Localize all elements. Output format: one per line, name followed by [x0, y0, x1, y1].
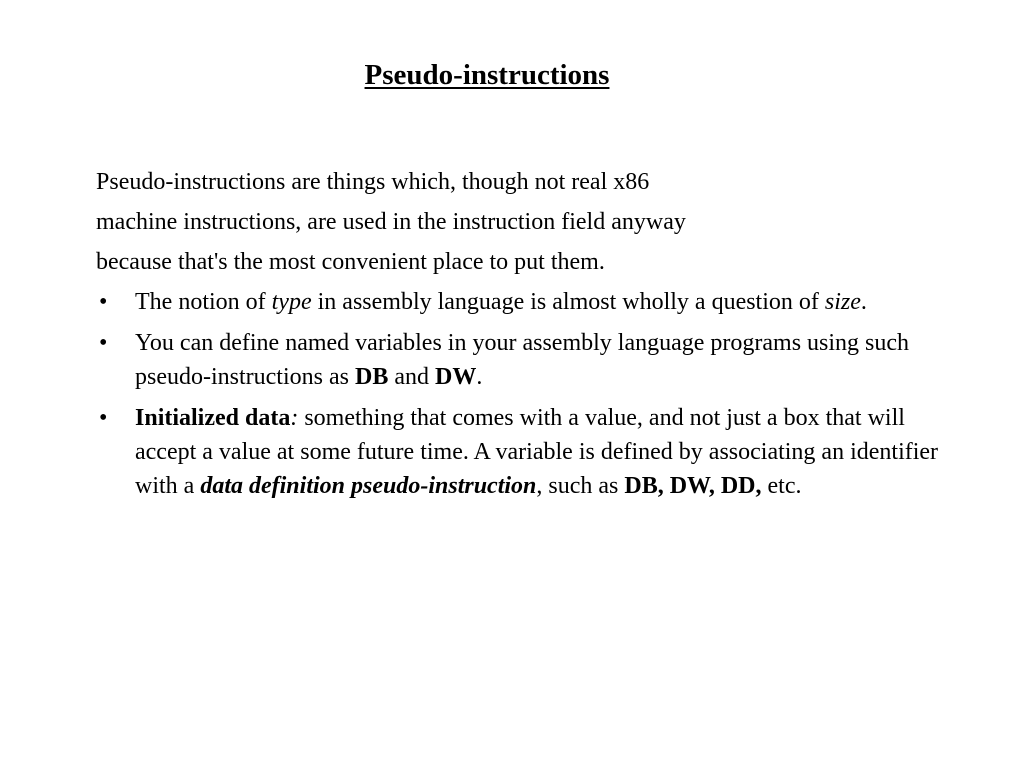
term-data-definition: data definition pseudo-instruction — [200, 473, 537, 499]
bullet-text: You can define named variables in your assembly language programs using such pseudo-instructions as — [135, 330, 910, 390]
bullet-list — [96, 285, 956, 510]
keyword-examples: DB, DW, DD, — [624, 473, 762, 499]
bullet-named-variables — [96, 326, 956, 394]
intro-paragraph — [96, 162, 956, 282]
term-initialized-data: Initialized data — [135, 405, 291, 431]
bullet-initialized-data — [96, 401, 956, 503]
bullet-text: and — [388, 364, 435, 390]
bullet-type-size — [96, 285, 956, 319]
bullet-text: , such as — [536, 473, 625, 499]
emphasis-size: size — [824, 289, 861, 315]
intro-line-3: because that's the most convenient place to put them. — [96, 249, 605, 275]
keyword-dw: DW — [434, 364, 477, 390]
keyword-db: DB — [354, 364, 389, 390]
bullet-text: something that comes with a value, and not just a box that will accept a value at some future time. A variable is defined by associating an identifier with a — [135, 405, 939, 499]
intro-line-2: machine instructions, are used in the instruction field anyway — [96, 209, 686, 235]
emphasis-type: type — [271, 289, 312, 315]
bullet-text: The notion of — [135, 289, 272, 315]
bullet-marker: • — [99, 289, 108, 315]
bullet-text: . — [476, 364, 483, 390]
slide-title: Pseudo-instructions — [364, 59, 610, 91]
bullet-text: etc. — [761, 473, 802, 499]
bullet-text: in assembly language is almost wholly a question of — [311, 289, 825, 315]
intro-line-1: Pseudo-instructions are things which, though not real x86 — [96, 169, 650, 195]
bullet-marker: • — [99, 330, 108, 356]
term-colon: : — [290, 405, 299, 431]
bullet-marker: • — [99, 405, 108, 431]
bullet-text: . — [860, 289, 867, 315]
